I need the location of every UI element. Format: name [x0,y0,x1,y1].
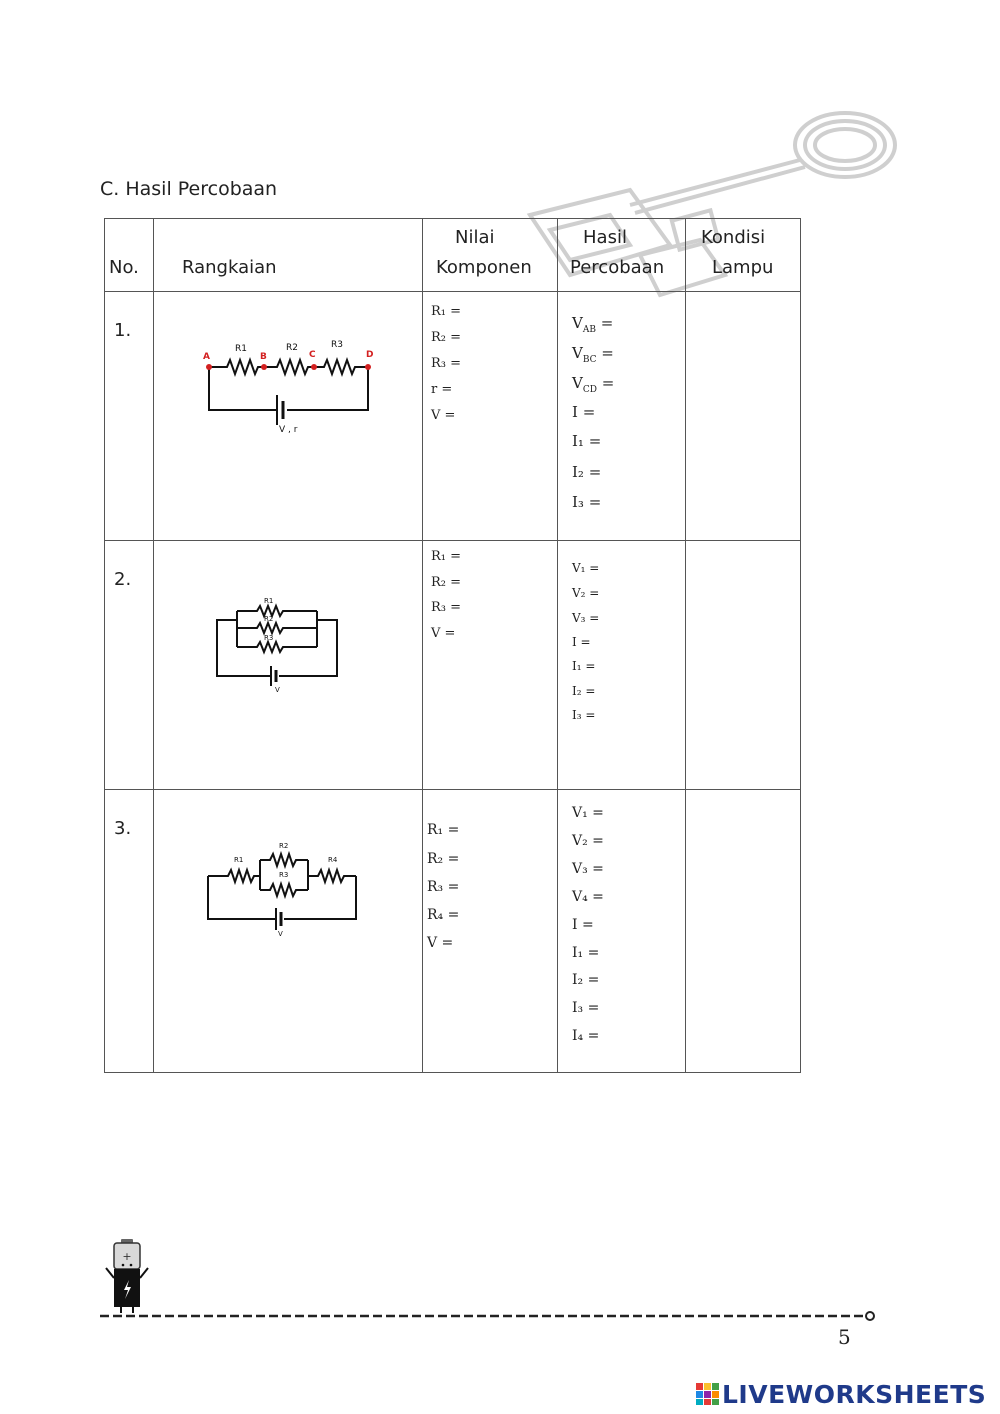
komponen-value: R₂ = [431,575,462,590]
komponen-value: V = [427,935,454,951]
page-number: 5 [838,1325,851,1349]
komponen-value: R₄ = [427,907,460,923]
komponen-value: R₁ = [431,549,462,564]
hasil-value: V₄ = [572,889,604,905]
header-kondisi-lampu: Kondisi Lampu [686,219,801,292]
circuit-cell [154,292,423,541]
header-no: No. [105,219,154,292]
label-r2: R2 [286,343,298,353]
circuit-cell [154,790,423,1073]
series-circuit-diagram [199,337,379,437]
table-row [105,292,801,541]
table-row [105,790,801,1073]
label-r3: R3 [331,340,343,350]
header-rangkaian: Rangkaian [154,219,423,292]
hasil-percobaan-cell [558,790,686,1073]
hasil-value: $V_{AB}$ = [572,314,614,335]
hasil-value: V₃ = [572,611,600,625]
label-r2: R2 [279,842,289,850]
node-a: A [203,352,210,362]
hasil-value: I₃ = [572,708,596,722]
label-r2: R2 [264,615,274,623]
svg-text:+: + [122,1250,132,1263]
hasil-value: I₂ = [572,463,602,481]
kondisi-lampu-cell[interactable] [686,292,801,541]
label-source: V [278,930,283,938]
battery-mascot-icon [102,1238,152,1314]
hasil-percobaan-cell [558,292,686,541]
label-source: V [275,686,280,694]
results-table [104,218,801,1073]
komponen-value: V = [431,408,456,423]
row-number: 3. [105,790,154,1073]
node-c: C [309,350,316,360]
footer-dashed-divider [100,1306,880,1326]
hasil-percobaan-cell [558,541,686,790]
liveworksheets-logo[interactable] [696,1378,986,1410]
parallel-circuit-diagram [209,596,349,696]
label-r4: R4 [328,856,338,864]
nilai-komponen-cell [423,292,558,541]
hasil-value: I₁ = [572,432,602,450]
komponen-value: R₃ = [431,356,462,371]
hasil-value: I₁ = [572,659,596,673]
hasil-value: I₂ = [572,684,596,698]
komponen-value: R₃ = [427,879,460,895]
hasil-value: V₃ = [572,861,604,877]
node-b: B [260,352,267,362]
row-number: 1. [105,292,154,541]
label-r1: R1 [234,856,244,864]
label-r3: R3 [264,634,274,642]
hasil-value: $V_{BC}$ = [572,344,614,365]
combination-circuit-diagram [204,838,364,938]
hasil-value: V₁ = [572,805,604,821]
table-header-row [105,219,801,292]
circuit-cell [154,541,423,790]
header-hasil-percobaan: Hasil Percobaan [558,219,686,292]
komponen-value: r = [431,382,453,397]
hasil-value: I₂ = [572,972,600,988]
row-number: 2. [105,541,154,790]
hasil-value: I₄ = [572,1028,600,1044]
komponen-value: R₂ = [431,330,462,345]
hasil-value: $V_{CD}$ = [572,374,615,395]
komponen-value: R₃ = [431,600,462,615]
hasil-value: I₃ = [572,493,602,511]
hasil-value: I = [572,635,591,649]
table-row [105,541,801,790]
node-d: D [366,350,374,360]
label-r3: R3 [279,871,289,879]
label-source: V , r [279,425,298,435]
label-r1: R1 [264,597,274,605]
hasil-value: I = [572,917,594,933]
section-title: C. Hasil Percobaan [100,178,278,200]
kondisi-lampu-cell[interactable] [686,790,801,1073]
brand-text: LIVEWORKSHEETS [722,1379,987,1409]
komponen-value: R₁ = [431,304,462,319]
kondisi-lampu-cell[interactable] [686,541,801,790]
hasil-value: I₃ = [572,1000,600,1016]
header-nilai-komponen: Nilai Komponen [423,219,558,292]
komponen-value: V = [431,626,456,641]
hasil-value: I = [572,403,596,421]
liveworksheets-blocks-icon [696,1383,722,1405]
hasil-value: I₁ = [572,945,600,961]
hasil-value: V₁ = [572,561,600,575]
hasil-value: V₂ = [572,833,604,849]
nilai-komponen-cell [423,541,558,790]
nilai-komponen-cell [423,790,558,1073]
komponen-value: R₂ = [427,851,460,867]
label-r1: R1 [235,344,247,354]
komponen-value: R₁ = [427,822,460,838]
hasil-value: V₂ = [572,586,600,600]
